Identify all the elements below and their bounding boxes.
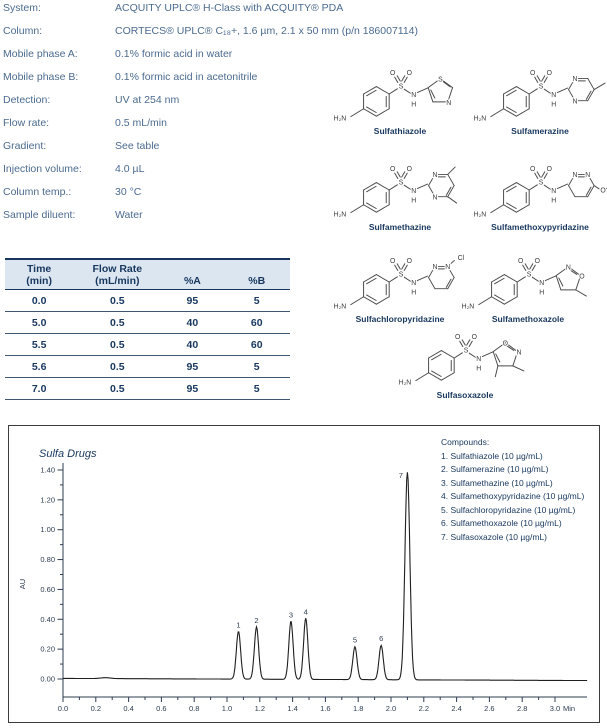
condition-value: 0.5 mL/min: [115, 117, 167, 129]
svg-text:O: O: [517, 257, 524, 265]
structure-item: [453, 250, 603, 324]
legend-item: 5. Sulfachloropyridazine (10 µg/mL): [441, 504, 576, 515]
condition-value: See table: [115, 140, 160, 152]
svg-text:1.0: 1.0: [221, 704, 233, 713]
peak-label: 2: [254, 616, 259, 626]
methoxypyridazine-structure-drawing: [465, 158, 607, 221]
structure-item: [465, 158, 607, 232]
condition-row: [3, 25, 473, 48]
gradient-table-cell: 5.5: [5, 334, 73, 356]
gradient-table-body: [5, 290, 290, 400]
svg-text:O: O: [529, 165, 536, 173]
svg-text:N: N: [551, 91, 557, 99]
structure-label: Sulfachloropyridazine: [355, 314, 445, 324]
gradient-table-header-cell: [5, 259, 73, 290]
svg-text:1.4: 1.4: [287, 704, 298, 713]
svg-text:N: N: [565, 264, 571, 272]
svg-text:S: S: [538, 83, 544, 91]
svg-text:0.20: 0.20: [40, 644, 55, 654]
legend-item: 4. Sulfamethoxypyridazine (10 µg/mL): [441, 491, 585, 501]
legend-item: 7. Sulfasoxazole (10 µg/mL): [441, 531, 548, 542]
methoxazole-structure-drawing: [453, 250, 603, 313]
condition-value: 4.0 µL: [115, 163, 145, 175]
peak-label: 4: [303, 607, 308, 617]
svg-text:H: H: [411, 101, 417, 109]
svg-text:N: N: [476, 355, 482, 363]
structure-label: Sulfamethoxazole: [491, 314, 565, 324]
svg-text:S: S: [398, 271, 404, 279]
condition-value: 0.1% formic acid in water: [115, 48, 233, 60]
structure-label: Sulfamethazine: [368, 222, 432, 232]
condition-label: Column:: [3, 25, 43, 37]
svg-text:O: O: [406, 69, 413, 77]
svg-text:0.6: 0.6: [156, 704, 167, 713]
peak-label: 1: [236, 620, 241, 630]
gradient-table-cell: 5: [223, 356, 290, 378]
svg-text:N: N: [572, 171, 578, 179]
svg-text:3.0: 3.0: [549, 704, 561, 713]
svg-text:O: O: [546, 165, 553, 173]
structures-panel: [300, 50, 607, 425]
svg-text:2.2: 2.2: [418, 704, 430, 713]
gradient-table-header-cell: [73, 259, 161, 290]
y-axis-label: AU: [18, 578, 27, 590]
gradient-table-cell: 95: [161, 290, 223, 312]
svg-text:O: O: [471, 333, 478, 341]
svg-text:O: O: [389, 69, 396, 77]
legend-item: 1. Sulfathiazole (10 µg/mL): [441, 450, 543, 461]
gradient-table-cell: 95: [161, 378, 223, 400]
svg-text:H₂N: H₂N: [473, 115, 487, 123]
svg-text:2.4: 2.4: [451, 704, 462, 713]
svg-text:0.00: 0.00: [40, 674, 55, 684]
structure-label: Sulfasoxazole: [436, 390, 494, 400]
condition-label: Detection:: [3, 94, 51, 106]
chromatogram-title: Sulfa Drugs: [39, 448, 97, 460]
gradient-table-cell: 60: [223, 312, 290, 334]
gradient-table-row: [5, 378, 290, 400]
gradient-table-cell: 40: [161, 334, 223, 356]
gradient-table-header-cell: [161, 259, 223, 290]
svg-text:S: S: [526, 271, 532, 279]
condition-label: System:: [3, 2, 41, 14]
peak-label: 5: [352, 635, 358, 645]
header-line: Time: [26, 263, 52, 275]
svg-text:H: H: [411, 289, 417, 297]
svg-text:O: O: [389, 165, 396, 173]
gradient-table-cell: 0.5: [73, 356, 161, 378]
svg-text:1.2: 1.2: [254, 704, 266, 713]
gradient-table-cell: 7.0: [5, 378, 73, 400]
condition-value: UV at 254 nm: [115, 94, 180, 106]
header-line: %B: [248, 275, 266, 287]
svg-text:H₂N: H₂N: [461, 303, 475, 311]
gradient-table-head: [5, 259, 290, 290]
svg-text:H₂N: H₂N: [473, 211, 487, 219]
svg-text:1.6: 1.6: [320, 704, 331, 713]
structure-item: [325, 158, 475, 232]
svg-text:N: N: [432, 263, 438, 271]
peak-label: 3: [288, 610, 294, 620]
condition-value: 30 °C: [115, 186, 142, 198]
svg-text:N: N: [585, 171, 591, 179]
svg-text:O: O: [502, 340, 509, 348]
svg-text:N: N: [432, 171, 438, 179]
svg-text:H: H: [551, 101, 557, 109]
thiazole-structure-drawing: [325, 62, 475, 125]
structure-label: Sulfamethoxypyridazine: [491, 222, 589, 232]
svg-text:N: N: [539, 279, 545, 287]
methazine-structure-drawing: [325, 158, 475, 221]
svg-text:1.8: 1.8: [352, 704, 364, 713]
gradient-table-header-cell: [223, 259, 290, 290]
gradient-table-cell: 0.5: [73, 378, 161, 400]
svg-text:H₂N: H₂N: [333, 303, 347, 311]
svg-text:0.8: 0.8: [188, 704, 200, 713]
svg-text:S: S: [463, 347, 469, 355]
svg-text:2.0: 2.0: [385, 704, 397, 713]
svg-text:O: O: [406, 257, 413, 265]
structure-item: [390, 326, 540, 400]
svg-text:O: O: [529, 69, 536, 77]
gradient-table-cell: 0.5: [73, 290, 161, 312]
gradient-table-row: [5, 334, 290, 356]
condition-label: Mobile phase A:: [3, 48, 78, 60]
svg-text:N: N: [445, 263, 451, 271]
svg-text:O: O: [600, 187, 606, 195]
svg-text:N: N: [572, 98, 578, 106]
gradient-table-cell: 5: [223, 378, 290, 400]
peak-label: 6: [379, 634, 384, 644]
compounds-legend-title: Compounds:: [441, 437, 490, 447]
svg-text:1.20: 1.20: [40, 495, 55, 505]
condition-label: Mobile phase B:: [3, 71, 79, 83]
svg-text:N: N: [551, 187, 557, 195]
svg-text:N: N: [411, 279, 417, 287]
soxazole-structure-drawing: [390, 326, 540, 389]
svg-text:N: N: [432, 194, 438, 202]
svg-text:0.2: 0.2: [90, 704, 102, 713]
compounds-legend: [441, 436, 584, 544]
svg-text:H: H: [539, 289, 545, 297]
svg-text:N: N: [446, 99, 452, 107]
gradient-table-cell: 0.0: [5, 290, 73, 312]
structure-item: [465, 62, 607, 136]
header-line: %A: [183, 275, 201, 287]
svg-text:H₂N: H₂N: [398, 379, 412, 387]
compounds-legend-items: [441, 450, 584, 545]
svg-text:0.40: 0.40: [40, 614, 55, 624]
svg-text:2.6: 2.6: [484, 704, 495, 713]
svg-text:1.40: 1.40: [40, 465, 55, 475]
peak-label: 7: [398, 470, 403, 480]
structure-item: [325, 62, 475, 136]
svg-text:H: H: [551, 197, 557, 205]
svg-text:S: S: [398, 83, 404, 91]
svg-text:N: N: [411, 187, 417, 195]
gradient-table-row: [5, 290, 290, 312]
merazine-structure-drawing: [465, 62, 607, 125]
legend-item: 6. Sulfamethoxazole (10 µg/mL): [441, 518, 562, 528]
svg-text:N: N: [516, 349, 522, 357]
chromatogram-panel: [8, 425, 600, 723]
gradient-table-cell: 60: [223, 334, 290, 356]
svg-text:N: N: [411, 91, 417, 99]
condition-label: Flow rate:: [3, 117, 50, 129]
svg-text:1.00: 1.00: [40, 525, 55, 535]
structure-label: Sulfathiazole: [373, 126, 427, 136]
header-line: (min): [26, 275, 52, 287]
svg-text:H₂N: H₂N: [333, 211, 347, 219]
condition-label: Gradient:: [3, 140, 47, 152]
svg-text:O: O: [406, 165, 413, 173]
condition-value: Water: [115, 209, 143, 221]
legend-item: 2. Sulfamerazine (10 µg/mL): [441, 464, 549, 474]
svg-text:H₂N: H₂N: [333, 115, 347, 123]
condition-row: [3, 2, 473, 25]
svg-text:O: O: [579, 273, 585, 281]
legend-item: 3. Sulfamethazine (10 µg/mL): [441, 477, 553, 488]
condition-value: 0.1% formic acid in acetonitrile: [115, 71, 258, 83]
gradient-table-cell: 0.5: [73, 334, 161, 356]
svg-text:O: O: [389, 257, 396, 265]
gradient-table-cell: 5: [223, 290, 290, 312]
svg-text:H: H: [411, 197, 417, 205]
gradient-table-row: [5, 312, 290, 334]
svg-text:S: S: [438, 76, 443, 84]
svg-text:O: O: [454, 333, 461, 341]
svg-text:0.80: 0.80: [40, 555, 55, 565]
gradient-table-cell: 5.0: [5, 312, 73, 334]
svg-text:H: H: [476, 365, 482, 373]
svg-text:S: S: [398, 179, 404, 187]
header-line: Flow Rate: [92, 263, 143, 275]
gradient-table-row: [5, 356, 290, 378]
svg-text:2.8: 2.8: [516, 704, 528, 713]
svg-text:Cl: Cl: [457, 255, 465, 263]
svg-text:O: O: [546, 69, 553, 77]
gradient-table: [5, 258, 290, 400]
structure-label: Sulfamerazine: [511, 126, 569, 136]
condition-label: Sample diluent:: [3, 209, 76, 221]
svg-text:N: N: [572, 75, 578, 83]
svg-text:Min: Min: [563, 704, 576, 713]
gradient-table-header-row: [5, 259, 290, 290]
svg-text:0.4: 0.4: [123, 704, 134, 713]
condition-label: Injection volume:: [3, 163, 82, 175]
gradient-table-cell: 40: [161, 312, 223, 334]
svg-text:O: O: [534, 257, 541, 265]
header-line: (mL/min): [95, 275, 140, 287]
svg-text:0.0: 0.0: [57, 704, 69, 713]
gradient-table-cell: 0.5: [73, 312, 161, 334]
gradient-table-cell: 95: [161, 356, 223, 378]
condition-value: CORTECS® UPLC® C₁₈+, 1.6 µm, 2.1 x 50 mm (p/n 186007114): [115, 25, 419, 37]
svg-text:S: S: [538, 179, 544, 187]
gradient-table-cell: 5.6: [5, 356, 73, 378]
condition-value: ACQUITY UPLC® H-Class with ACQUITY® PDA: [115, 2, 344, 14]
condition-label: Column temp.:: [3, 186, 72, 198]
svg-text:0.60: 0.60: [40, 584, 55, 594]
